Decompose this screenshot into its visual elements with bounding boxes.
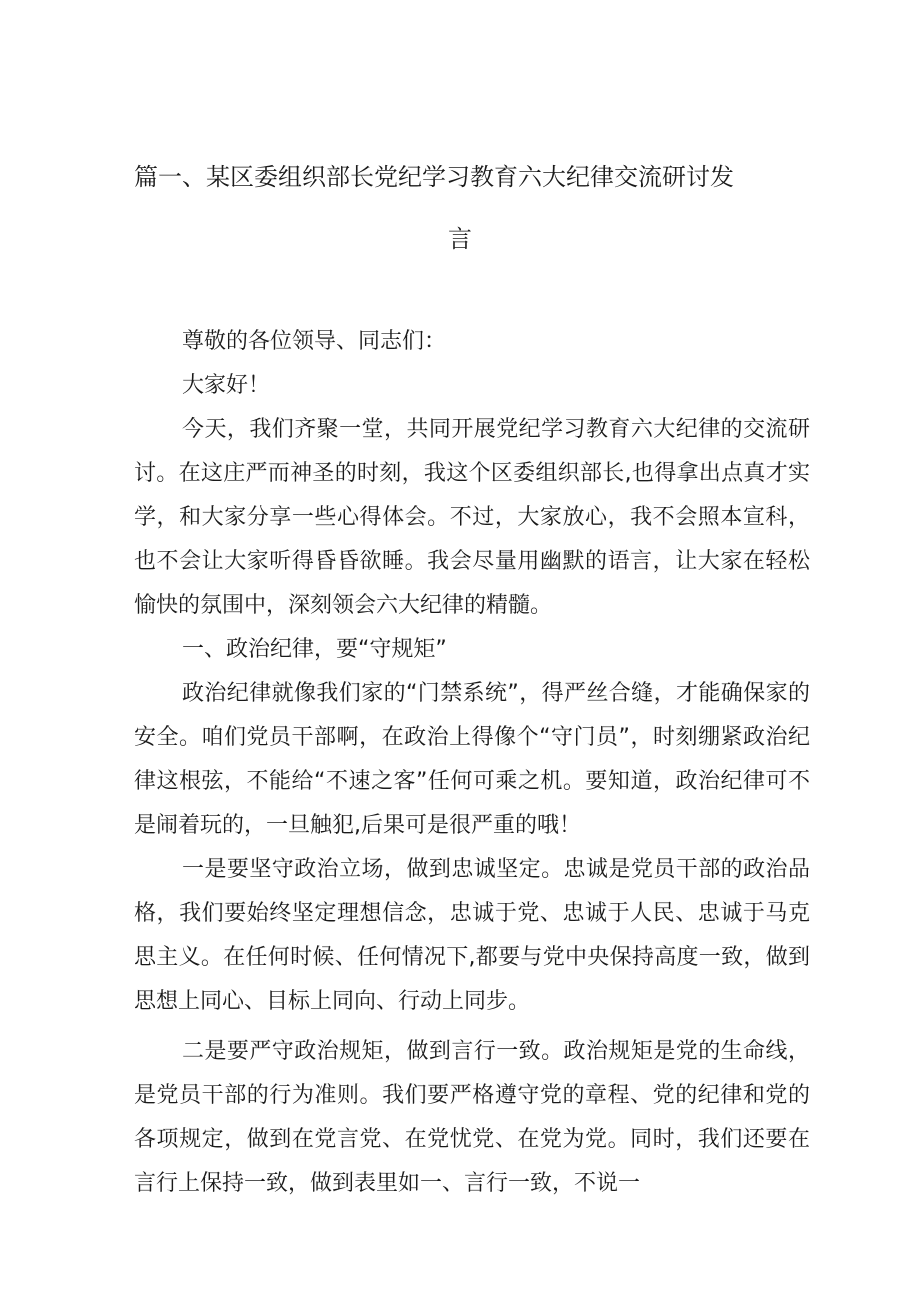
- body-paragraph: 政治纪律就像我们家的“门禁系统”，得严丝合缝，才能确保家的安全。咱们党员干部啊，在政治上得像个“守门员”，时刻绷紧政治纪律这根弦，不能给“不速之客”任何可乘之机。要知道，政治纪律可不是闹着玩的，一旦触犯,后果可是很严重的哦！: [134, 681, 810, 838]
- document-title-line-2: 言: [448, 225, 472, 253]
- section-heading: 一、政治纪律，要“守规矩”: [182, 637, 447, 662]
- salutation: 尊敬的各位领导、同志们：: [182, 329, 447, 354]
- document-body: [134, 320, 810, 1206]
- greeting: 大家好！: [182, 373, 271, 398]
- intro-paragraph: 今天，我们齐聚一堂，共同开展党纪学习教育六大纪律的交流研讨。在这庄严而神圣的时刻，我这个区委组织部长,也得拿出点真才实学，和大家分享一些心得体会。不过，大家放心，我不会照本宣科，也不会让大家听得昏昏欲睡。我会尽量用幽默的语言，让大家在轻松愉快的氛围中，深刻领会六大纪律的精髓。: [134, 417, 810, 618]
- body-paragraph: 一是要坚守政治立场，做到忠诚坚定。忠诚是党员干部的政治品格，我们要始终坚定理想信念，忠诚于党、忠诚于人民、忠诚于马克思主义。在任何时候、任何情况下,都要与党中央保持高度一致，做到思想上同心、目标上同向、行动上同步。: [134, 857, 810, 1014]
- body-paragraph: 二是要严守政治规矩，做到言行一致。政治规矩是党的生命线，是党员干部的行为准则。我们要严格遵守党的章程、党的纪律和党的各项规定，做到在党言党、在党忧党、在党为党。同时，我们还要在言行上保持一致，做到表里如一、言行一致，不说一: [134, 1039, 810, 1196]
- document-title-line-1: 篇一、某区委组织部长党纪学习教育六大纪律交流研讨发: [134, 163, 734, 191]
